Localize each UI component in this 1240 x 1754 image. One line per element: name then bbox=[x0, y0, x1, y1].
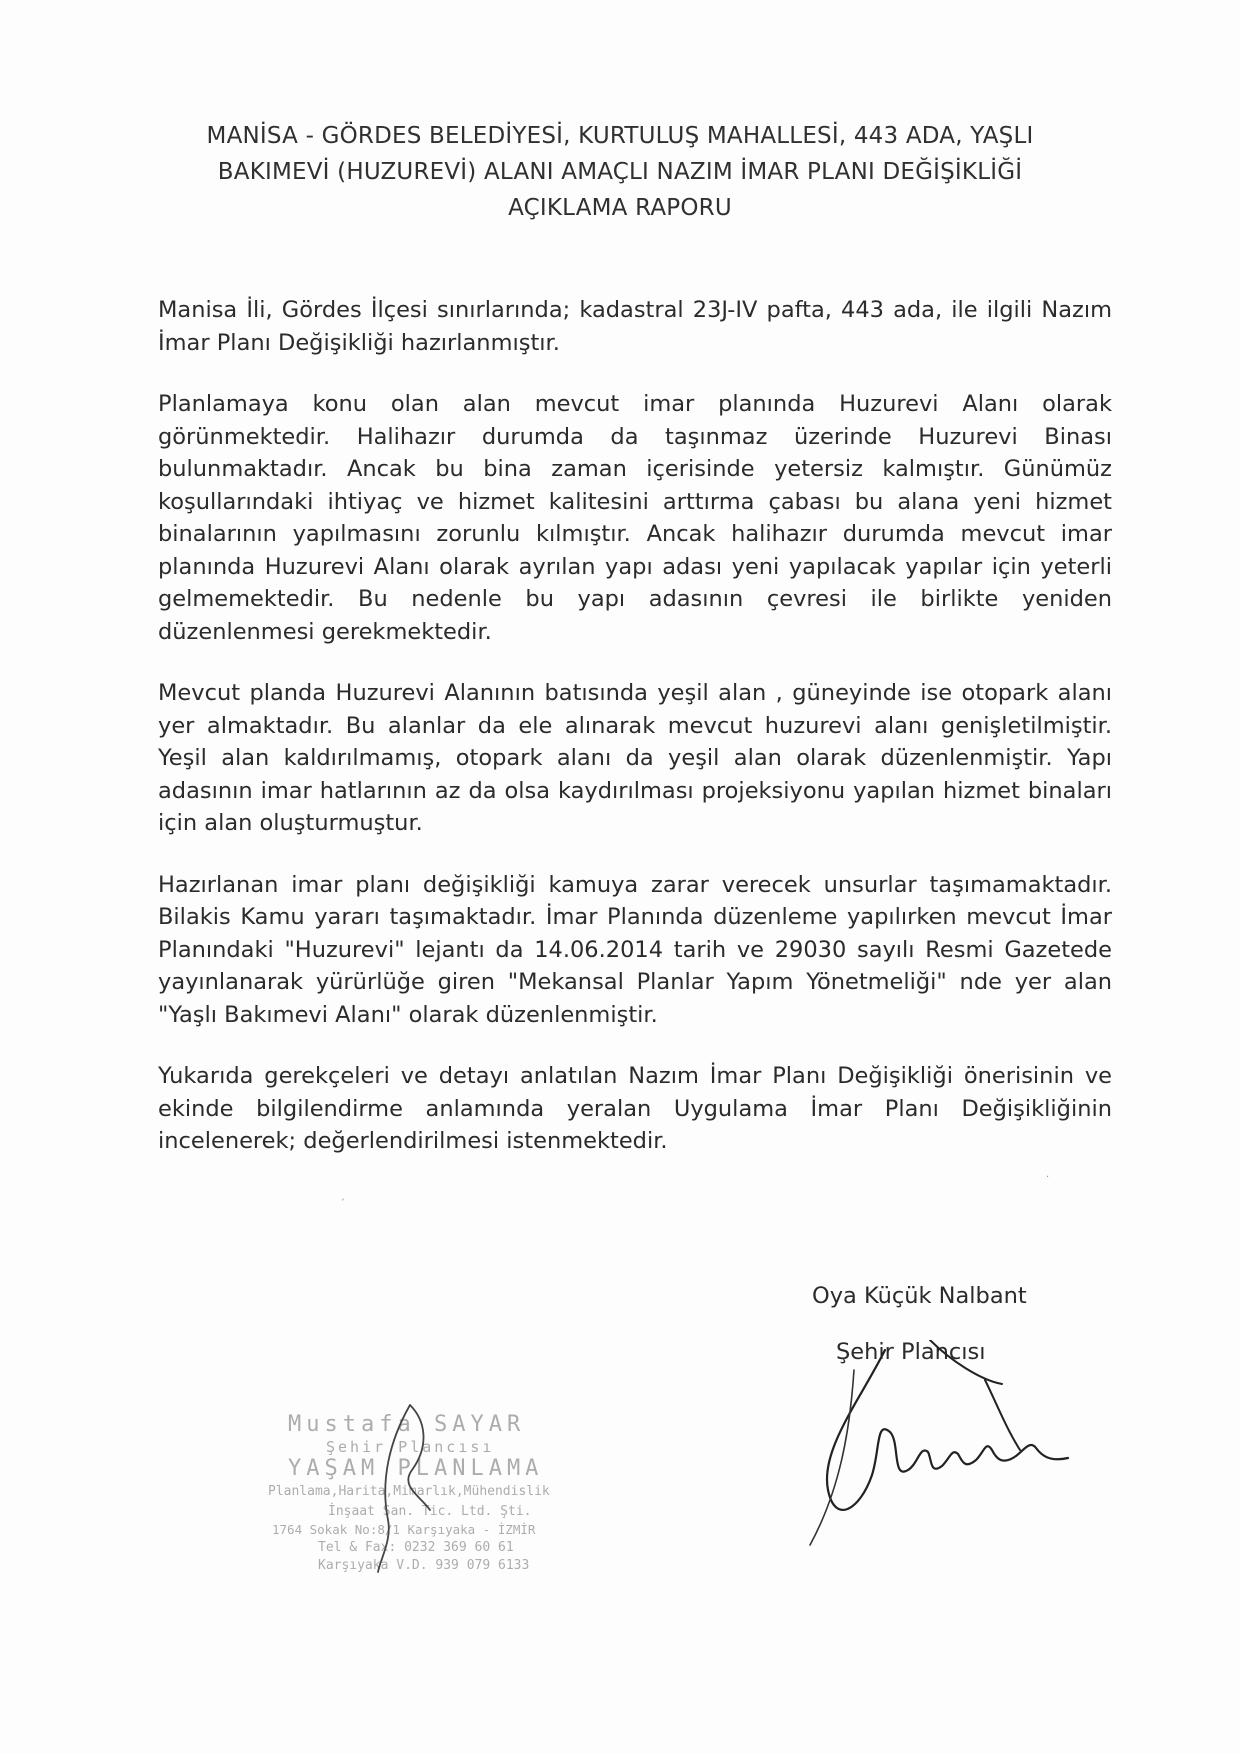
signatory-name: Oya Küçük Nalbant bbox=[812, 1283, 1027, 1309]
scan-speck: · bbox=[1046, 1172, 1050, 1183]
stamp-line-2: Şehir Plancısı bbox=[326, 1438, 495, 1456]
handwritten-signature bbox=[780, 1340, 1080, 1550]
paragraph-intro: Manisa İli, Gördes İlçesi sınırlarında; kadastral 23J-IV pafta, 443 ada, ile ilgili Nazım İmar Planı Değişikliği hazırlanmıştır. bbox=[158, 297, 1112, 356]
signature-block bbox=[812, 1280, 1027, 1312]
paragraph-green-area: Mevcut planda Huzurevi Alanının batısında yeşil alan , güneyinde ise otopark alanı yer almaktadır. Bu alanlar da ele alınarak mevcut huzurevi alanı genişletilmiştir. Yeşil alan kaldırılmamış, otopark alanı da yeşil alan olarak düzenlenmiştir. Yapı adasının imar hatlarının az da olsa kaydırılması projeksiyonu yapılan hizmet binaları için alan oluşturmuştur. bbox=[158, 680, 1112, 836]
title-line-3: AÇIKLAMA RAPORU bbox=[508, 195, 732, 221]
company-stamp bbox=[268, 1412, 648, 1577]
signatory-title: Şehir Plancısı bbox=[836, 1339, 986, 1365]
document-body bbox=[158, 294, 1112, 1187]
stamp-line-6: 1764 Sokak No:8/1 Karşıyaka - İZMİR bbox=[272, 1522, 536, 1537]
title-line-1: MANİSA - GÖRDES BELEDİYESİ, KURTULUŞ MAHALLESİ, 443 ADA, YAŞLI bbox=[206, 123, 1034, 149]
stamp-line-8: Karşıyaka V.D. 939 079 6133 bbox=[318, 1558, 530, 1573]
paragraph-current-plan: Planlamaya konu olan alan mevcut imar planında Huzurevi Alanı olarak görünmektedir. Halihazır durumda da taşınmaz üzerinde Huzurevi Binası bulunmaktadır. Ancak bu bina zaman içerisinde yetersiz kalmıştır. Günümüz koşullarındaki ihtiyaç ve hizmet kalitesini arttırma çabası bu alana yeni hizmet binalarının yapılmasını zorunlu kılmıştır. Ancak halihazır durumda mevcut imar planında Huzurevi Alanı olarak ayrılan yapı adası yeni yapılacak yapılar için yeterli gelmemektedir. Bu nedenle bu yapı adasının çevresi ile birlikte yeniden düzenlenmesi gerekmektedir. bbox=[158, 391, 1112, 645]
stamp-line-5: İnşaat San. Tic. Ltd. Şti. bbox=[328, 1504, 532, 1519]
scan-speck: ˏ bbox=[340, 1190, 345, 1201]
stamp-line-4: Planlama,Harita,Mimarlık,Mühendislik bbox=[268, 1484, 550, 1499]
stamp-line-7: Tel & Fax: 0232 369 60 61 bbox=[318, 1540, 514, 1555]
title-line-2: BAKIMEVİ (HUZUREVİ) ALANI AMAÇLI NAZIM İMAR PLANI DEĞİŞİKLİĞİ bbox=[217, 159, 1023, 185]
stamp-line-3: YAŞAM PLANLAMA bbox=[288, 1456, 544, 1481]
document-title bbox=[120, 118, 1120, 226]
stamp-line-1: Mustafa SAYAR bbox=[288, 1412, 526, 1437]
stamp-signature bbox=[350, 1400, 450, 1575]
paragraph-public-interest: Hazırlanan imar planı değişikliği kamuya zarar verecek unsurlar taşımamaktadır. Bilakis Kamu yararı taşımaktadır. İmar Planında düzenleme yapılırken mevcut İmar Planındaki "Huzurevi" lejantı da 14.06.2014 tarih ve 29030 sayılı Resmi Gazetede yayınlanarak yürürlüğe giren "Mekansal Planlar Yapım Yönetmeliği" nde yer alan "Yaşlı Bakımevi Alanı" olarak düzenlenmiştir. bbox=[158, 871, 1112, 1028]
paragraph-request: Yukarıda gerekçeleri ve detayı anlatılan Nazım İmar Planı Değişikliği önerisinin ve ekinde bilgilendirme anlamında yeralan Uygulama İmar Planı Değişikliğinin incelenerek; değerlendirilmesi istenmektedir. bbox=[158, 1063, 1112, 1154]
